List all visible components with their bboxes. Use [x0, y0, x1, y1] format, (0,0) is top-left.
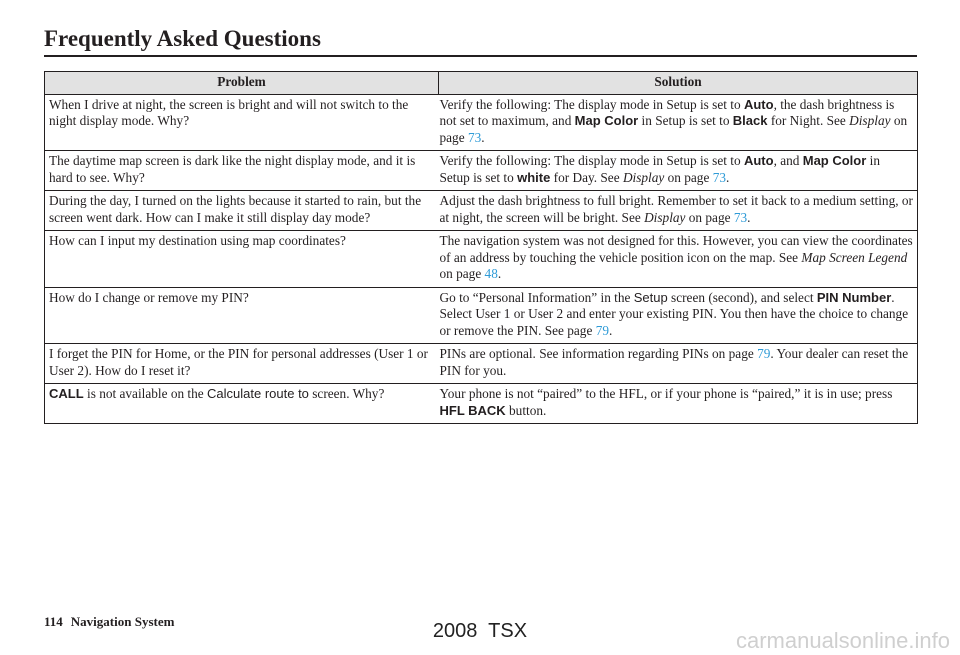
page-link[interactable]: 73 [467, 129, 482, 145]
solution-cell [439, 94, 918, 151]
table-row [45, 94, 918, 151]
solution-text: on page [664, 169, 713, 185]
solution-cell [439, 287, 918, 344]
page-link[interactable]: 73 [712, 169, 726, 185]
setting-name: Auto [743, 153, 774, 168]
section-reference: Map Screen Legend [801, 249, 908, 265]
solution-text: for Day. See [550, 169, 623, 185]
problem-cell: The daytime map screen is dark like the night display mode, and it is hard to see. Why? [45, 151, 439, 191]
setting-name: Map Color [802, 153, 867, 168]
solution-text: on page [439, 266, 485, 281]
solution-text: , the dash brightness is not set to maximum, and [439, 96, 895, 128]
problem-cell: How do I change or remove my PIN? [45, 287, 439, 344]
section-reference: Display [849, 113, 891, 128]
page-link[interactable]: 79 [595, 322, 609, 338]
table-row [45, 287, 918, 344]
solution-text: Verify the following: The display mode in Setup is set to [439, 153, 744, 168]
solution-text: in Setup is set to [439, 153, 880, 185]
column-header-problem: Problem [45, 72, 439, 95]
solution-text: . [747, 209, 751, 225]
table-row [45, 231, 918, 288]
table-row [45, 384, 918, 424]
solution-text: on page [439, 113, 908, 145]
screen-name: Setup [633, 289, 668, 305]
button-name: HFL BACK [439, 402, 506, 418]
problem-text: screen. Why? [308, 386, 385, 401]
solution-text: . [608, 322, 613, 338]
solution-text: in Setup is set to [638, 113, 733, 128]
problem-cell: When I drive at night, the screen is bright and will not switch to the night display mode. Why? [45, 94, 439, 151]
watermark: carmanualsonline.info [735, 628, 950, 653]
solution-text: Verify the following: The display mode in Setup is set to [439, 96, 744, 112]
table-header-row [45, 72, 918, 95]
solution-cell [439, 344, 918, 384]
solution-text: The navigation system was not designed for this. However, you can view the coordinates of an address by touching the vehicle position icon on the map. See [439, 233, 913, 265]
solution-text: , and [773, 153, 803, 168]
page-title: Frequently Asked Questions [44, 24, 917, 57]
setting-name: Map Color [574, 113, 639, 128]
solution-text: screen (second), and select [667, 289, 817, 305]
solution-cell [439, 191, 918, 231]
solution-text: . Select User 1 or User 2 and enter your existing PIN. You then have the choice to change or remove the PIN. See page [439, 289, 909, 338]
problem-cell: How can I input my destination using map coordinates? [45, 231, 439, 288]
setting-name: PIN Number [816, 289, 892, 305]
problem-text: is not available on the [83, 386, 208, 401]
table-row [45, 151, 918, 191]
solution-text: . Your dealer can reset the PIN for you. [439, 346, 909, 378]
solution-text: Adjust the dash brightness to full bright. Remember to set it back to a medium setting, or at night, the screen will be bright. See [439, 193, 913, 225]
section-reference: Display [644, 209, 686, 225]
table-row [45, 191, 918, 231]
section-reference: Display [622, 169, 665, 185]
problem-cell: I forget the PIN for Home, or the PIN for personal addresses (User 1 or User 2). How do I reset it? [45, 344, 439, 384]
setting-name: Auto [743, 96, 774, 112]
page-link[interactable]: 73 [733, 209, 748, 225]
setting-name: white [517, 169, 551, 185]
table-row [45, 344, 918, 384]
page-number: 114 [44, 614, 63, 629]
page-link[interactable]: 79 [757, 346, 771, 361]
solution-text: Go to “Personal Information” in the [439, 289, 634, 305]
section-name: Navigation System [70, 614, 175, 629]
solution-cell [439, 231, 918, 288]
solution-text: . [481, 129, 485, 145]
model-label: 2008 TSX [432, 620, 528, 642]
solution-text: PINs are optional. See information regarding PINs on page [439, 346, 758, 361]
solution-text: . [497, 266, 502, 281]
screen-name: Calculate route to [207, 386, 309, 401]
problem-cell: During the day, I turned on the lights because it started to rain, but the screen went dark. How can I make it still display day mode? [45, 191, 439, 231]
solution-text: . [725, 169, 730, 185]
solution-cell [439, 384, 918, 424]
solution-text: button. [505, 402, 547, 418]
page-link[interactable]: 48 [484, 266, 498, 281]
solution-text: for Night. See [767, 113, 850, 128]
problem-cell [45, 384, 439, 424]
faq-table [44, 71, 918, 424]
solution-text: Your phone is not “paired” to the HFL, or if your phone is “paired,” it is in use; press [439, 386, 893, 401]
button-name: CALL [49, 386, 84, 401]
solution-text: on page [685, 209, 734, 225]
setting-name: Black [732, 113, 768, 128]
solution-cell [439, 151, 918, 191]
column-header-solution: Solution [439, 72, 918, 95]
